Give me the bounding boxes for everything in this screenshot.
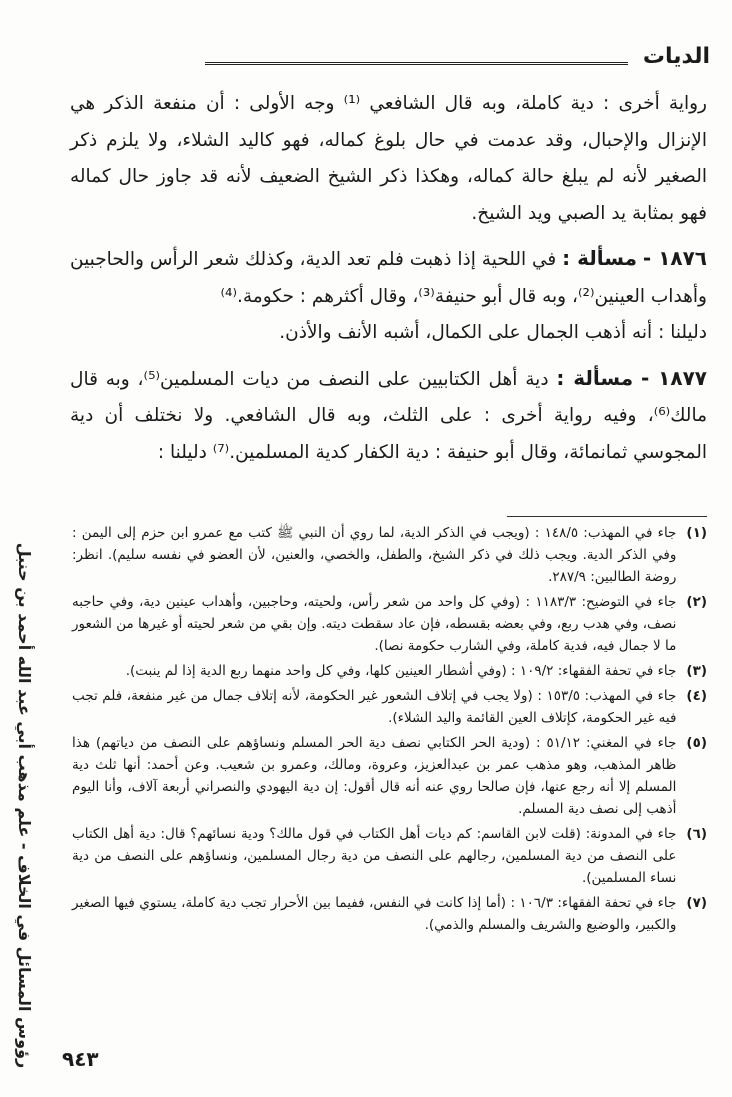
footnote-1 bbox=[72, 522, 707, 588]
chapter-title: الديات bbox=[642, 44, 710, 69]
intro-paragraph: رواية أخرى : دية كاملة، وبه قال الشافعي ⁽¹⁾ وجه الأولى : أن منفعة الذكر هي الإنزال والإحبال، وقد عدمت في حال بلوغ كماله، فهو كاليد الشلاء، ولا يلزم ذكر الصغير لأنه لم يبلغ حالة كماله، وهكذا ذكر الشيخ الضعيف لأنه قد جاوز حال كماله فهو بمثابة يد الصبي ويد الشيخ. bbox=[70, 93, 707, 224]
page-header bbox=[205, 40, 710, 80]
footnote-5 bbox=[72, 732, 707, 820]
footnote-mark: (٥) bbox=[686, 735, 707, 751]
issue-text: دية أهل الكتابيين على النصف من ديات المسلمين⁽⁵⁾، وبه قال مالك⁽⁶⁾، وفيه رواية أخرى : على الثلث، وبه قال الشافعي. ولا نختلف أن دية المجوسي ثمانمائة، وقال أبو حنيفة : دية الكفار كدية المسلمين.⁽⁷⁾ دليلنا : bbox=[70, 368, 707, 463]
footnote-separator bbox=[507, 516, 707, 517]
page-number: ٩٤٣ bbox=[62, 1047, 99, 1071]
footnote-7 bbox=[72, 892, 707, 936]
footnote-mark: (١) bbox=[686, 525, 707, 541]
footnote-mark: (٢) bbox=[686, 594, 707, 610]
header-rule bbox=[205, 62, 628, 65]
main-text bbox=[70, 86, 707, 471]
footnote-text: جاء في المهذب: ١٥٣/٥ : (ولا يجب في إتلاف الشعور غير الحكومة، لأنه إتلاف جمال من غير منفعة، فلم تجب فيه غير الحكومة، كإتلاف العين القائمة واليد الشلاء). bbox=[72, 688, 677, 726]
issue-1876-proof: دليلنا : أنه أذهب الجمال على الكمال، أشبه الأنف والأذن. bbox=[279, 322, 707, 343]
footnote-text: جاء في المدونة: (قلت لابن القاسم: كم ديات أهل الكتاب في قول مالك؟ ودية نسائهم؟ قال: دية أهل الكتاب على النصف من دية المسلمين، رجالهم على النصف من دية رجال المسلمين، ونساؤهم على النصف من دية نساء المسلمين). bbox=[72, 826, 677, 886]
issue-label: مسألة : bbox=[556, 365, 634, 390]
footnote-4 bbox=[72, 685, 707, 729]
side-running-title bbox=[8, 542, 42, 1068]
footnote-2 bbox=[72, 591, 707, 657]
footnote-mark: (٧) bbox=[686, 895, 707, 911]
footnote-3 bbox=[72, 660, 707, 682]
footnote-mark: (٣) bbox=[686, 663, 707, 679]
issue-1876 bbox=[70, 240, 707, 315]
footnote-mark: (٤) bbox=[686, 688, 707, 704]
footnote-text: جاء في تحفة الفقهاء: ١٠٩/٢ : (وفي أشطار العينين كلها، وفي كل واحد منهما ربع الدية إذا لم ينبت). bbox=[125, 663, 677, 679]
footnote-text: جاء في التوضيح: ١١٨٣/٣ : (وفي كل واحد من شعر رأس، ولحيته، وحاجبين، وأهداب عينين دية، وفي حاجبه نصف، وفي هدب ربع، وفي بعضه بقسطه، فإن عاد سقطت ديته. وإن بقي من شعر لحيته أو غيرها من الشعور ما لا جمال فيه، فدية كاملة، وفي الشارب حكومة نصا). bbox=[72, 594, 677, 654]
side-running-title-text: رؤوس المسائل في الخلاف - علم مذهب أبي عبد الله أحمد بن حنبل bbox=[15, 542, 35, 1068]
footnotes bbox=[72, 522, 707, 939]
issue-text: في اللحية إذا ذهبت فلم تعد الدية، وكذلك شعر الرأس والحاجبين وأهداب العينين⁽²⁾، وبه قال أبو حنيفة⁽³⁾، وقال أكثرهم : حكومة.⁽⁴⁾ bbox=[70, 249, 707, 307]
issue-number: ١٨٧٦ - bbox=[642, 246, 708, 270]
footnote-text: جاء في المهذب: ١٤٨/٥ : (ويجب في الذكر الدية، لما روي أن النبي ﷺ كتب مع عمرو ابن حزم إلى اليمن : وفي الذكر الدية. ويجب ذلك في ذكر الشيخ، والطفل، والخصي، والعنين، لأن العضو في نفسه سليم). انظر: روضة الطالبين: ٢٨٧/٩. bbox=[72, 525, 677, 585]
issue-1877 bbox=[70, 360, 707, 472]
issue-number: ١٨٧٧ - bbox=[640, 365, 707, 390]
footnote-text: جاء في تحفة الفقهاء: ١٠٦/٣ : (أما إذا كانت في النفس، ففيما بين الأحرار تجب دية كاملة، يستوي فيها الصغير والكبير، والوضيع والشريف والمسلم والذمي). bbox=[72, 895, 677, 933]
footnote-6 bbox=[72, 823, 707, 889]
footnote-mark: (٦) bbox=[686, 826, 707, 842]
footnote-text: جاء في المغني: ٥١/١٢ : (ودية الحر الكتابي نصف دية الحر المسلم ونساؤهم على النصف من دياتهم) هذا ظاهر المذهب، وهو مذهب عمر بن عبدالعزيز، وعروة، ومالك، وعمرو بن شعيب. وعن أحمد: أنها ثلث دية المسلم إلا أنه رجع عنها، فإن صالحا روي عنه أنه قال أقول: إن دية اليهودي والنصراني أربعة آلاف، وأنا اليوم أذهب إلى نصف دية المسلم. bbox=[72, 735, 677, 817]
issue-label: مسألة : bbox=[562, 246, 638, 270]
